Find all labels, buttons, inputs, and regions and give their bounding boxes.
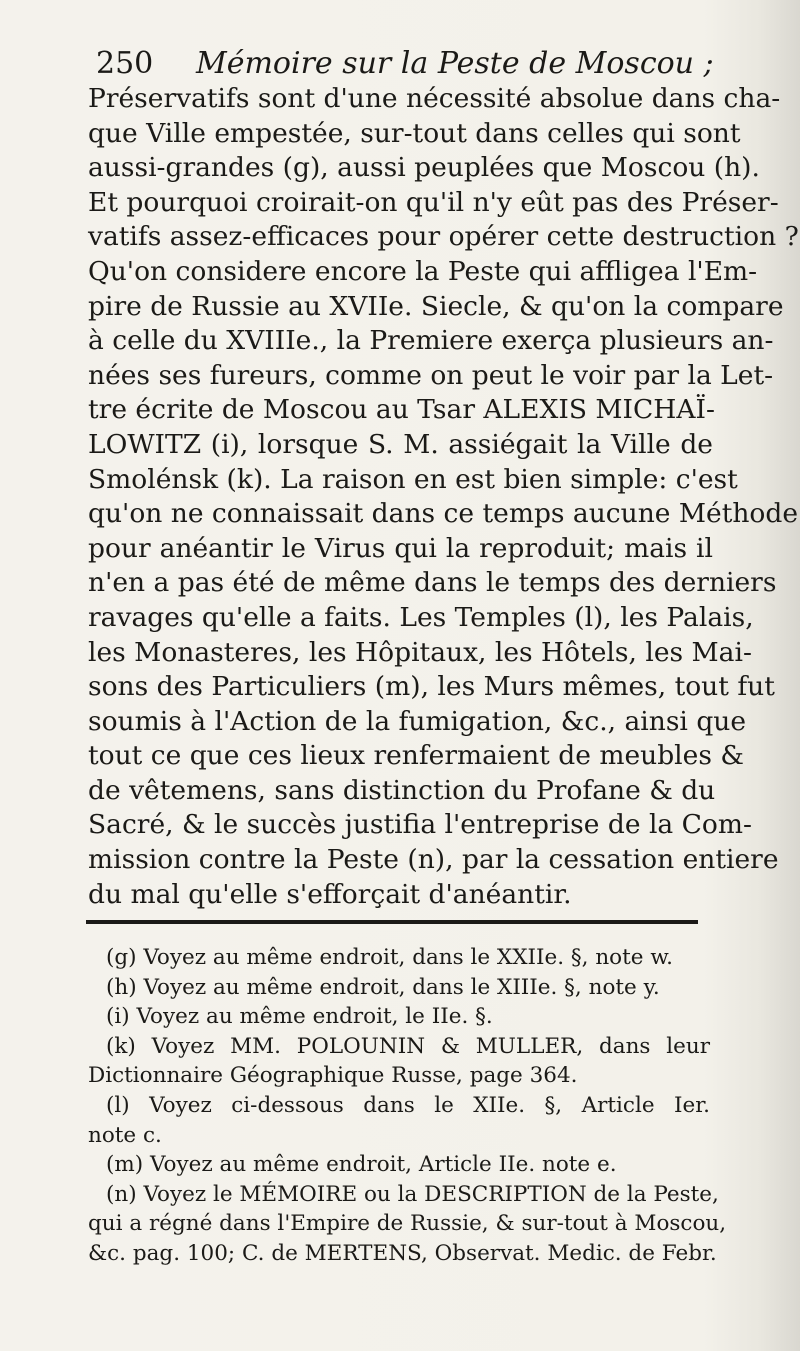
text-line: de vêtemens, sans distinction du Profane & du	[88, 774, 716, 806]
text-line: ravages qu'elle a faits. Les Temples (l), les Palais,	[88, 601, 754, 633]
footnote-i: (i) Voyez au même endroit, le IIe. §.	[106, 1004, 493, 1030]
main-text	[88, 82, 799, 912]
text-line: LOWITZ (i), lorsque S. M. assiégait la Ville de	[88, 428, 713, 460]
footnote-h: (h) Voyez au même endroit, dans le XIIIe. §, note y.	[106, 974, 660, 1000]
footnote-k: (k) Voyez MM. POLOUNIN & MULLER, dans leur	[106, 1033, 710, 1059]
text-line: n'en a pas été de même dans le temps des derniers	[88, 567, 777, 599]
text-line: Smolénsk (k). La raison en est bien simple: c'est	[88, 463, 738, 495]
text-line: aussi-grandes (g), aussi peuplées que Moscou (h).	[88, 152, 760, 184]
text-line: tre écrite de Moscou au Tsar ALEXIS MICHAÏ-	[88, 394, 715, 426]
footnote-n: (n) Voyez le MÉMOIRE ou la DESCRIPTION de la Peste,	[106, 1181, 719, 1207]
text-line: soumis à l'Action de la fumigation, &c., ainsi que	[88, 705, 747, 737]
text-line: à celle du XVIIIe., la Premiere exerça plusieurs an-	[88, 325, 774, 357]
text-line: vatifs assez-efficaces pour opérer cette destruction ?	[88, 221, 799, 253]
footnote-n-cont: &c. pag. 100; C. de MERTENS, Observat. Medic. de Febr.	[88, 1240, 717, 1266]
footnote-n-cont: qui a régné dans l'Empire de Russie, & sur-tout à Moscou,	[88, 1211, 727, 1237]
text-line: Préservatifs sont d'une nécessité absolue dans cha-	[88, 83, 781, 114]
text-line: nées ses fureurs, comme on peut le voir par la Let-	[88, 359, 774, 391]
footnote-k-cont: Dictionnaire Géographique Russe, page 364.	[88, 1063, 578, 1089]
page-header	[96, 42, 736, 86]
page-number: 250	[96, 46, 154, 81]
footnote-m: (m) Voyez au même endroit, Article IIe. note e.	[106, 1152, 617, 1178]
text-line: sons des Particuliers (m), les Murs mêmes, tout fut	[88, 671, 775, 703]
text-line: Qu'on considere encore la Peste qui affligea l'Em-	[88, 255, 758, 287]
footnotes	[88, 943, 727, 1269]
text-line: Et pourquoi croirait-on qu'il n'y eût pas des Préser-	[88, 186, 779, 218]
text-line: du mal qu'elle s'efforçait d'anéantir.	[88, 878, 572, 910]
text-line: les Monasteres, les Hôpitaux, les Hôtels, les Mai-	[88, 636, 752, 668]
text-line: mission contre la Peste (n), par la cessation entiere	[88, 844, 779, 876]
footnote-l: (l) Voyez ci-dessous dans le XIIe. §, Article Ier.	[106, 1092, 710, 1118]
text-line: tout ce que ces lieux renfermaient de meubles &	[88, 740, 744, 772]
text-line: qu'on ne connaissait dans ce temps aucune Méthode	[88, 498, 799, 530]
text-line: que Ville empestée, sur-tout dans celles qui sont	[88, 117, 741, 149]
text-line: Sacré, & le succès justifia l'entreprise de la Com-	[88, 809, 752, 841]
text-line: pour anéantir le Virus qui la reproduit; mais il	[88, 532, 713, 564]
footnote-l-cont: note c.	[88, 1122, 162, 1148]
footnote-g: (g) Voyez au même endroit, dans le XXIIe. §, note w.	[106, 945, 674, 970]
text-line: pire de Russie au XVIIe. Siecle, & qu'on la compare	[88, 290, 784, 322]
running-title: Mémoire sur la Peste de Moscou ;	[196, 46, 714, 81]
footnote-divider	[86, 920, 698, 924]
